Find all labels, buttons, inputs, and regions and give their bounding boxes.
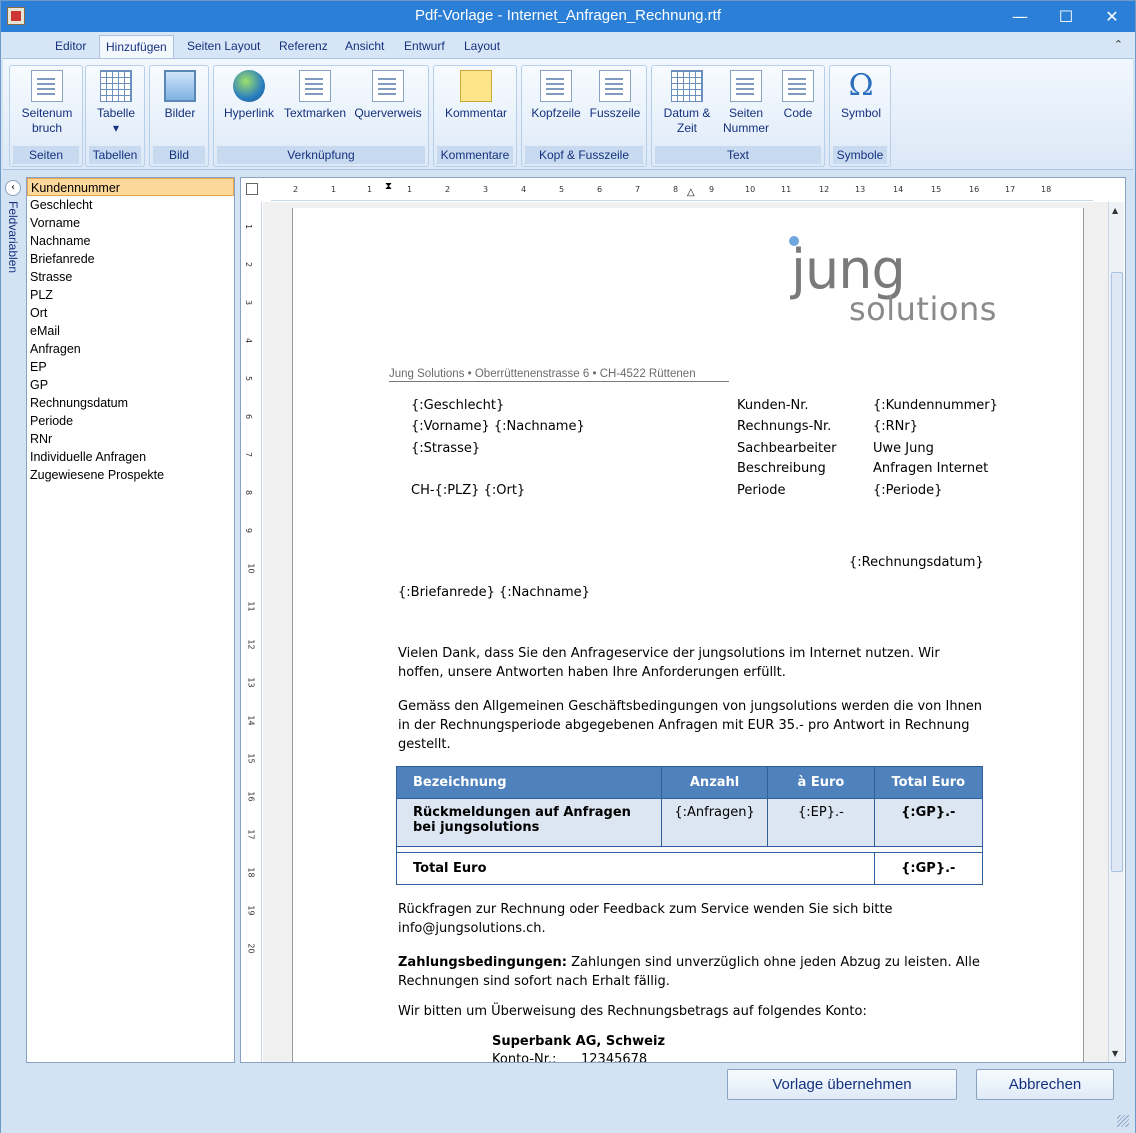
ruler-v-label: 9 bbox=[244, 527, 254, 534]
logo-solutions: solutions bbox=[849, 290, 997, 328]
dropdown-arrow-icon: ▾ bbox=[112, 121, 120, 135]
hyperlink-globe-icon bbox=[233, 70, 265, 102]
ruler-v-label: 6 bbox=[244, 413, 254, 420]
account-label: Konto-Nr.: bbox=[492, 1052, 557, 1062]
invoice-table[interactable] bbox=[396, 766, 983, 885]
ruler-v-label: 10 bbox=[246, 563, 256, 574]
info-label: Beschreibung bbox=[737, 461, 826, 476]
table-cell: Rückmeldungen auf Anfragen bei jungsolutions bbox=[397, 799, 662, 847]
field-item-anfragen[interactable]: Anfragen bbox=[30, 342, 81, 356]
ribbon-tabs bbox=[1, 32, 1135, 58]
ruler-h-label: 3 bbox=[483, 185, 489, 194]
recipient-line: {:Strasse} bbox=[411, 441, 481, 456]
ruler-v-label: 17 bbox=[246, 829, 256, 840]
tab-referenz[interactable]: Referenz bbox=[279, 39, 328, 53]
ruler-h-label: 1 bbox=[367, 185, 373, 194]
ruler-v-label: 20 bbox=[246, 943, 256, 954]
group-text bbox=[651, 65, 825, 167]
ruler-h-label: 11 bbox=[781, 185, 792, 194]
info-label: Rechnungs-Nr. bbox=[737, 419, 832, 434]
window-title: Pdf-Vorlage - Internet_Anfragen_Rechnung.rtf bbox=[414, 7, 722, 24]
table-icon bbox=[100, 70, 132, 102]
total-label: Total Euro bbox=[397, 853, 875, 885]
group-verknuepfung bbox=[213, 65, 429, 167]
ruler-h-label: 8 bbox=[673, 185, 679, 194]
ribbon bbox=[3, 58, 1133, 170]
horizontal-ruler[interactable] bbox=[271, 179, 1093, 201]
ruler-h-label: 1 bbox=[407, 185, 413, 194]
scroll-down-icon[interactable]: ▼ bbox=[1112, 1049, 1119, 1058]
field-item-ort[interactable]: Ort bbox=[30, 306, 48, 320]
total-value: {:GP}.- bbox=[874, 853, 982, 885]
picture-icon bbox=[164, 70, 196, 102]
col-header: Anzahl bbox=[661, 767, 767, 799]
cancel-button[interactable]: Abbrechen bbox=[976, 1069, 1114, 1100]
tab-seiten-layout[interactable]: Seiten Layout bbox=[187, 39, 261, 53]
info-label: Kunden-Nr. bbox=[737, 398, 809, 413]
table-row bbox=[397, 799, 983, 847]
ruler-v-label: 7 bbox=[244, 451, 254, 458]
info-value: {:Kundennummer} bbox=[873, 398, 998, 413]
ruler-h-label: 1 bbox=[331, 185, 337, 194]
indent-marker-icon[interactable]: ⧗ bbox=[385, 181, 393, 192]
group-symbole bbox=[829, 65, 891, 167]
datum-zeit-button[interactable]: Datum & Zeit bbox=[656, 70, 718, 136]
ruler-h-label: 14 bbox=[893, 185, 904, 194]
title-bar bbox=[1, 1, 1135, 32]
ruler-v-label: 5 bbox=[244, 375, 254, 382]
field-variables-label: Feldvariablen bbox=[6, 201, 20, 274]
ruler-v-label: 18 bbox=[246, 867, 256, 878]
tab-layout[interactable]: Layout bbox=[464, 39, 501, 53]
tabelle-button[interactable]: Tabelle ▾ bbox=[90, 70, 142, 136]
invoice-header-row bbox=[397, 767, 983, 799]
code-icon bbox=[782, 70, 814, 102]
maximize-button[interactable]: ☐ bbox=[1058, 7, 1074, 26]
ruler-h-label: 6 bbox=[597, 185, 603, 194]
group-label-verknuepfung: Verknüpfung bbox=[217, 146, 425, 164]
vertical-ruler[interactable] bbox=[242, 202, 262, 1062]
omega-icon: Ω bbox=[848, 68, 874, 103]
group-bild bbox=[149, 65, 209, 167]
ruler-v-label: 11 bbox=[246, 601, 256, 612]
ruler-v-label: 16 bbox=[246, 791, 256, 802]
table-cell: {:EP}.- bbox=[768, 799, 874, 847]
ruler-h-label: 4 bbox=[521, 185, 527, 194]
ruler-v-label: 15 bbox=[246, 753, 256, 764]
field-item-rnr[interactable]: RNr bbox=[30, 432, 53, 446]
ruler-h-label: 2 bbox=[293, 185, 299, 194]
field-item-vorname[interactable]: Vorname bbox=[30, 216, 81, 230]
field-item-rechnungsdatum[interactable]: Rechnungsdatum bbox=[30, 396, 128, 410]
kopfzeile-button[interactable]: Kopfzeile bbox=[526, 70, 586, 121]
kommentar-button[interactable]: Kommentar bbox=[438, 70, 514, 121]
seitenumbruch-button[interactable]: Seitenum bruch bbox=[14, 70, 80, 136]
info-label: Sachbearbeiter bbox=[737, 441, 837, 456]
close-button[interactable]: ✕ bbox=[1105, 7, 1119, 26]
field-item-briefanrede[interactable]: Briefanrede bbox=[30, 252, 95, 266]
recipient-line: {:Geschlecht} bbox=[411, 398, 505, 413]
field-item-strasse[interactable]: Strasse bbox=[30, 270, 73, 284]
button-bar bbox=[1, 1063, 1135, 1133]
col-header: à Euro bbox=[768, 767, 874, 799]
ruler-h-label: 9 bbox=[709, 185, 715, 194]
field-item-plz[interactable]: PLZ bbox=[30, 288, 53, 302]
ruler-h-label: 16 bbox=[969, 185, 980, 194]
ruler-h-label: 7 bbox=[635, 185, 641, 194]
info-label: Periode bbox=[737, 483, 786, 498]
ruler-v-label: 14 bbox=[246, 715, 256, 726]
tab-ansicht[interactable]: Ansicht bbox=[345, 39, 385, 53]
ruler-v-label: 1 bbox=[244, 223, 254, 230]
ruler-h-label: 10 bbox=[745, 185, 756, 194]
col-header: Total Euro bbox=[874, 767, 982, 799]
field-item-kundennummer[interactable]: Kundennummer bbox=[27, 178, 234, 196]
ruler-v-label: 8 bbox=[244, 489, 254, 496]
tab-stop-marker-icon[interactable]: △ bbox=[687, 187, 695, 198]
paragraph-transfer: Wir bitten um Überweisung des Rechnungsbetrags auf folgendes Konto: bbox=[398, 1004, 867, 1019]
document-page[interactable] bbox=[292, 208, 1084, 1062]
page-break-icon bbox=[31, 70, 63, 102]
comment-icon bbox=[460, 70, 492, 102]
recipient-line: {:Vorname} {:Nachname} bbox=[411, 419, 585, 434]
scroll-thumb[interactable] bbox=[1111, 272, 1123, 872]
group-kommentare bbox=[433, 65, 517, 167]
code-button[interactable]: Code bbox=[774, 70, 822, 121]
field-item-gp[interactable]: GP bbox=[30, 378, 49, 392]
table-total-row bbox=[397, 853, 983, 885]
sender-line: Jung Solutions • Oberrüttenenstrasse 6 • CH-4522 Rüttenen bbox=[389, 368, 729, 382]
querverweis-button[interactable]: Querverweis bbox=[350, 70, 426, 121]
payment-terms-text: Zahlungen sind unverzüglich ohne jeden Abzug zu leisten. Alle Rechnungen sind sofort nach Erhalt fällig. bbox=[398, 955, 980, 989]
ruler-corner-button[interactable] bbox=[246, 183, 258, 195]
field-list[interactable] bbox=[26, 177, 235, 1063]
info-value: Anfragen Internet bbox=[873, 461, 989, 476]
paragraph-feedback: Rückfragen zur Rechnung oder Feedback zum Service wenden Sie sich bitte info@jungsolutions.ch. bbox=[398, 902, 893, 936]
info-value: {:Periode} bbox=[873, 483, 943, 498]
scroll-up-icon[interactable]: ▲ bbox=[1112, 206, 1119, 215]
vertical-scrollbar[interactable] bbox=[1108, 202, 1124, 1062]
paragraph-payment bbox=[398, 953, 983, 991]
field-item-zugewiesene-prospekte[interactable]: Zugewiesene Prospekte bbox=[30, 468, 165, 482]
group-label-seiten: Seiten bbox=[13, 146, 79, 164]
col-header: Bezeichnung bbox=[397, 767, 662, 799]
collapse-ribbon-icon[interactable]: ⌃ bbox=[1113, 38, 1123, 51]
footer-icon bbox=[599, 70, 631, 102]
ruler-h-label: 12 bbox=[819, 185, 830, 194]
info-value: {:RNr} bbox=[873, 419, 919, 434]
field-item-nachname[interactable]: Nachname bbox=[30, 234, 91, 248]
account-number: 12345678 bbox=[581, 1052, 648, 1062]
ruler-v-label: 12 bbox=[246, 639, 256, 650]
minimize-button[interactable]: — bbox=[1012, 7, 1028, 26]
group-seiten bbox=[9, 65, 83, 167]
info-value: Uwe Jung bbox=[873, 441, 934, 456]
paragraph-terms: Gemäss den Allgemeinen Geschäftsbedingungen von jungsolutions werden die von Ihnen in der Rechnungsperiode abgegebenen Anfragen mit EUR 35.- pro Antwort in Rechnung gestellt. bbox=[398, 699, 983, 752]
symbol-button[interactable]: Ω Symbol bbox=[840, 68, 881, 120]
ruler-v-label: 19 bbox=[246, 905, 256, 916]
ruler-h-label: 17 bbox=[1005, 185, 1016, 194]
table-cell: {:Anfragen} bbox=[661, 799, 767, 847]
collapse-pane-button[interactable]: ‹ bbox=[5, 180, 21, 196]
salutation: {:Briefanrede} {:Nachname} bbox=[398, 585, 590, 600]
group-kopf-fusszeile bbox=[521, 65, 647, 167]
group-label-symbole: Symbole bbox=[833, 146, 887, 164]
textmarken-button[interactable]: Textmarken bbox=[280, 70, 350, 121]
ruler-h-label: 15 bbox=[931, 185, 942, 194]
bank-name: Superbank AG, Schweiz bbox=[492, 1034, 666, 1049]
bookmark-icon bbox=[299, 70, 331, 102]
apply-template-button[interactable]: Vorlage übernehmen bbox=[727, 1069, 957, 1100]
group-label-kopf-fusszeile: Kopf & Fusszeile bbox=[525, 146, 643, 164]
tab-hinzufuegen[interactable]: Hinzufügen bbox=[99, 35, 174, 58]
group-tabellen bbox=[85, 65, 145, 167]
resize-grip-icon[interactable] bbox=[1117, 1115, 1129, 1127]
ruler-v-label: 13 bbox=[246, 677, 256, 688]
table-cell: {:GP}.- bbox=[874, 799, 982, 847]
paragraph-thanks: Vielen Dank, dass Sie den Anfrageservice der jungsolutions im Internet nutzen. Wir hoffen, unsere Antworten haben Ihre Anforderungen erfüllt. bbox=[398, 646, 940, 680]
ruler-v-label: 2 bbox=[244, 261, 254, 268]
tab-entwurf[interactable]: Entwurf bbox=[404, 39, 445, 53]
ruler-h-label: 2 bbox=[445, 185, 451, 194]
page-number-icon bbox=[730, 70, 762, 102]
document-editor[interactable] bbox=[240, 177, 1126, 1063]
invoice-date: {:Rechnungsdatum} bbox=[849, 555, 984, 570]
group-label-tabellen: Tabellen bbox=[89, 146, 141, 164]
tab-editor[interactable]: Editor bbox=[55, 39, 87, 53]
fusszeile-button[interactable]: Fusszeile bbox=[586, 70, 644, 121]
group-label-kommentare: Kommentare bbox=[437, 146, 513, 164]
ruler-h-label: 18 bbox=[1041, 185, 1052, 194]
seiten-nummer-button[interactable]: Seiten Nummer bbox=[720, 70, 772, 136]
field-item-email[interactable]: eMail bbox=[30, 324, 60, 338]
ruler-h-label: 13 bbox=[855, 185, 866, 194]
hyperlink-button[interactable]: Hyperlink bbox=[218, 70, 280, 121]
calendar-icon bbox=[671, 70, 703, 102]
field-item-individuelle-anfragen[interactable]: Individuelle Anfragen bbox=[30, 450, 147, 464]
field-item-ep[interactable]: EP bbox=[30, 360, 47, 374]
recipient-line: CH-{:PLZ} {:Ort} bbox=[411, 483, 526, 498]
group-label-bild: Bild bbox=[153, 146, 205, 164]
cross-reference-icon bbox=[372, 70, 404, 102]
document-canvas[interactable] bbox=[263, 202, 1109, 1062]
ruler-h-label: 5 bbox=[559, 185, 565, 194]
field-item-geschlecht[interactable]: Geschlecht bbox=[30, 198, 93, 212]
payment-terms-heading: Zahlungsbedingungen: bbox=[398, 955, 567, 970]
group-label-text: Text bbox=[655, 146, 821, 164]
field-item-periode[interactable]: Periode bbox=[30, 414, 74, 428]
ruler-v-label: 3 bbox=[244, 299, 254, 306]
ruler-v-label: 4 bbox=[244, 337, 254, 344]
bilder-button[interactable]: Bilder bbox=[154, 70, 206, 121]
header-icon bbox=[540, 70, 572, 102]
logo-jung: jung bbox=[791, 238, 905, 301]
